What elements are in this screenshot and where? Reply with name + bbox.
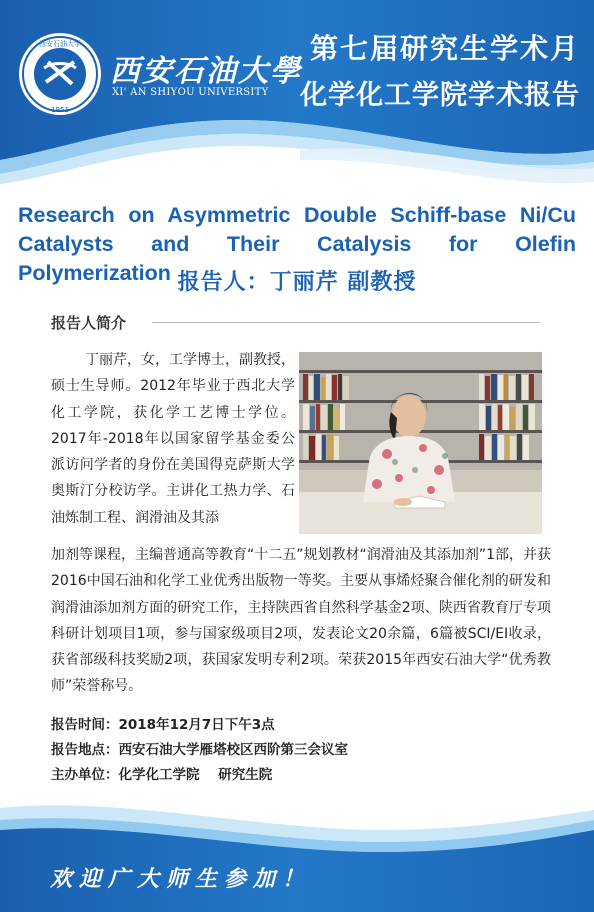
section-divider <box>152 322 540 323</box>
reporter-photo-image <box>299 352 542 534</box>
event-host-value: 化学化工学院 研究生院 <box>118 767 273 783</box>
university-name-cn: 西安石油大學 <box>110 54 302 89</box>
university-logo <box>18 32 102 116</box>
header-banner <box>0 0 594 200</box>
event-place-label: 报告地点： <box>51 742 119 758</box>
event-place-value: 西安石油大学雁塔校区西阶第三会议室 <box>118 742 348 758</box>
bio-text-full: 加剂等课程，主编普通高等教育“十二五”规划教材“润滑油及其添加剂”1部，并获2016中国石油和化学工业优秀出版物一等奖。主要从事烯烃聚合催化剂的研发和润滑油添加剂方面的研究工作，主持陕西省自然科学基金2项、陕西省教育厅专项科研计划项目1项，参与国家级项目2项，发表论文20余篇，6篇被SCI/EI收录，获省部级科技奖励2项，获国家发明专利2项。荣获2015年西安石油大学“优秀教师”荣誉称号。 <box>51 547 551 695</box>
bio-section-heading: 报告人简介 <box>51 314 127 332</box>
event-title <box>300 28 580 118</box>
logo-ring-text: 西安石油大学 <box>39 40 81 48</box>
event-time-row <box>51 713 348 738</box>
event-place-row <box>51 738 348 763</box>
welcome-message: 欢迎广大师生参加！ <box>50 866 312 892</box>
university-emblem-icon <box>18 32 102 116</box>
logo-year: 1951 <box>51 106 69 114</box>
bio-text-column <box>51 347 295 531</box>
event-time-label: 报告时间： <box>51 717 119 733</box>
university-name-en: XI' AN SHIYOU UNIVERSITY <box>112 87 269 98</box>
event-title-line2: 化学化工学院学术报告 <box>300 80 580 111</box>
report-title: Research on Asymmetric Double Schiff-base Ni/Cu Catalysts and Their Catalysis for Olefin Polymerization <box>18 203 576 285</box>
event-time-value: 2018年12月7日下午3点 <box>118 717 275 733</box>
event-info <box>51 713 348 788</box>
reporter-name: 报告人：丁丽芹 副教授 <box>177 270 417 295</box>
event-title-line1: 第七届研究生学术月 <box>309 32 580 65</box>
bio-text-column-content: 丁丽芹，女，工学博士，副教授，硕士生导师。2012年毕业于西北大学化工学院，获化学工艺博士学位。2017年-2018年以国家留学基金委公派访问学者的身份在美国得克萨斯大学奥斯汀分校访学。主讲化工热力学、石油炼制工程、润滑油及其添 <box>51 352 295 526</box>
reporter-photo <box>299 352 542 534</box>
footer-wave-background <box>0 790 594 912</box>
event-host-row <box>51 763 348 788</box>
footer-banner <box>0 790 594 912</box>
event-host-label: 主办单位： <box>51 767 119 783</box>
